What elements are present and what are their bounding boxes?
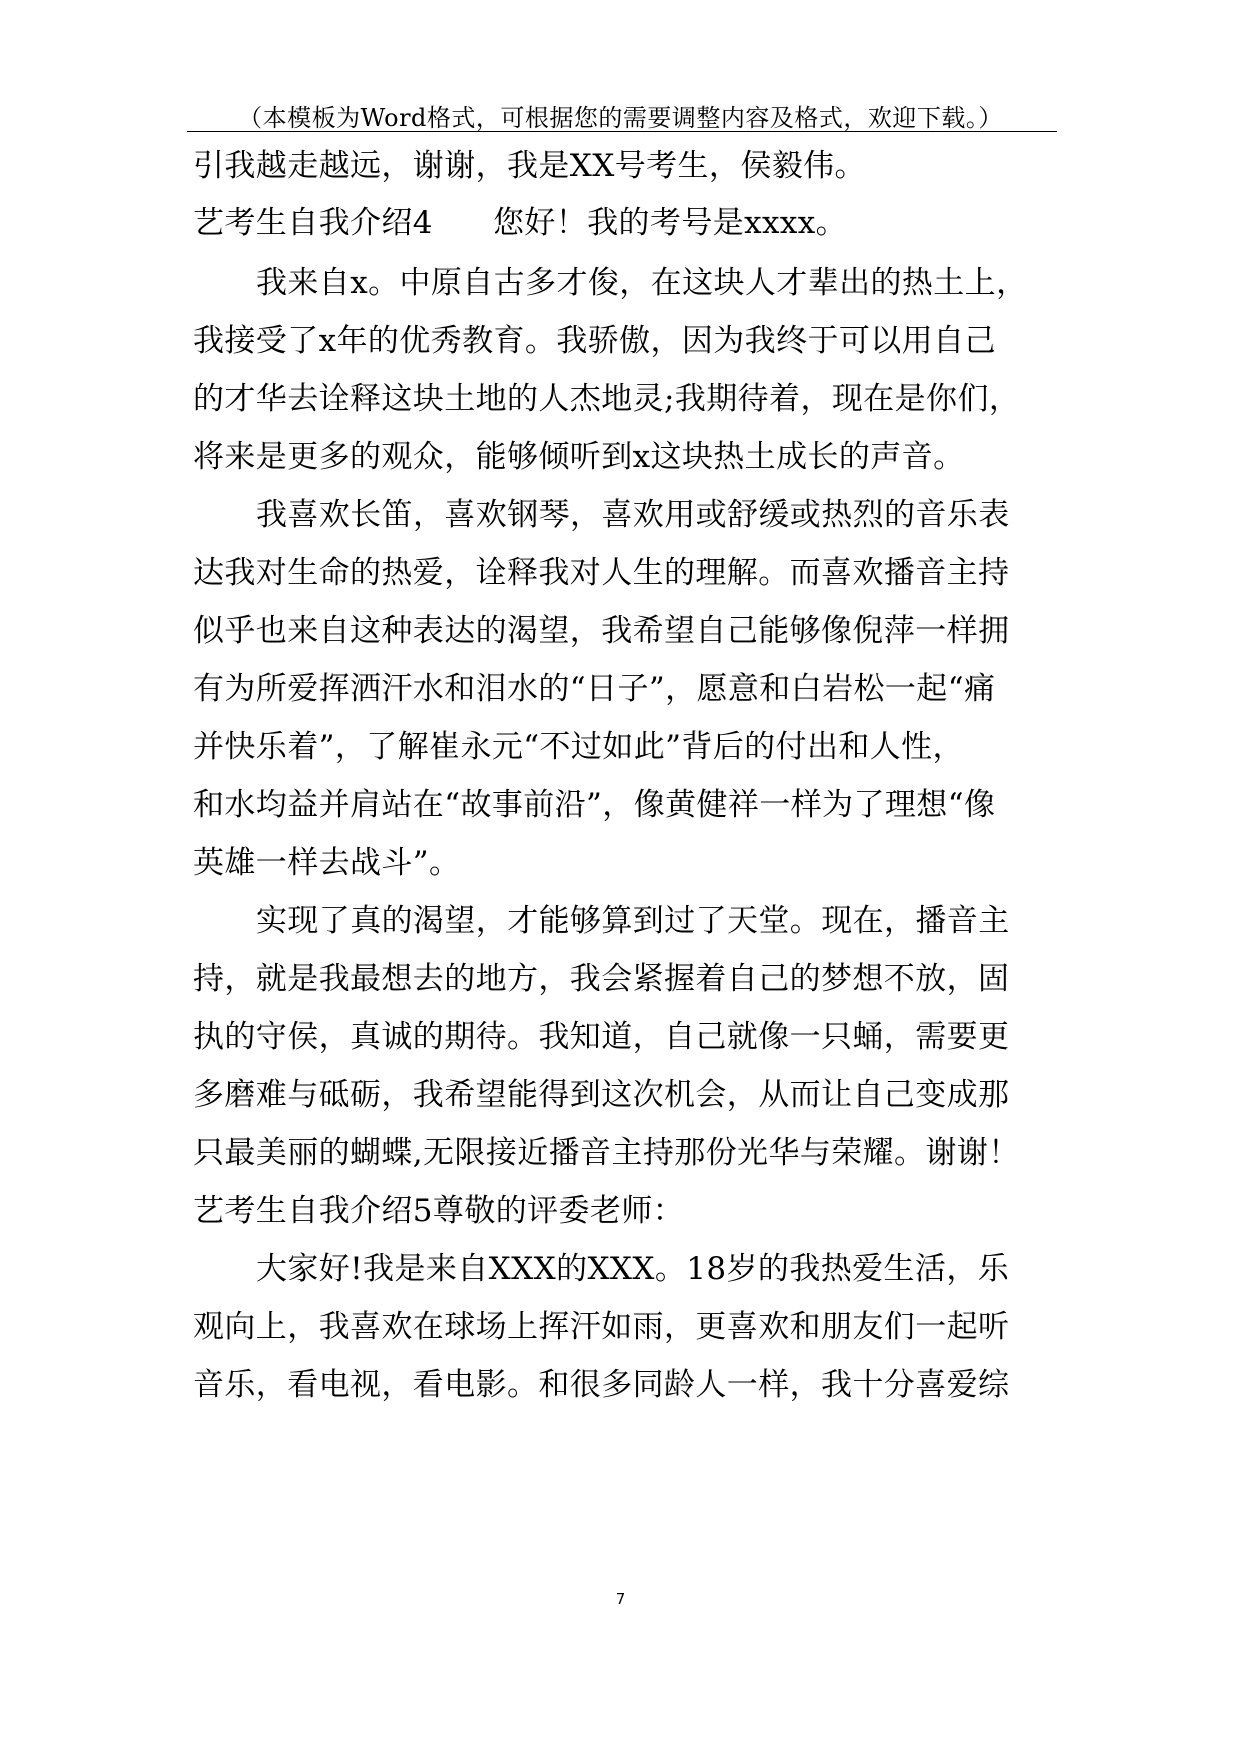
body-line: 和水均益并肩站在“故事前沿”，像黄健祥一样为了理想“像 <box>193 787 996 823</box>
body-line: 达我对生命的热爱，诠释我对人生的理解。而喜欢播音主持 <box>193 555 1010 591</box>
body-text: 您好！我的考号是xxxx。 <box>492 205 848 241</box>
body-line: 多磨难与砥砺，我希望能得到这次机会，从而让自己变成那 <box>193 1077 1010 1113</box>
body-line: 持，就是我最想去的地方，我会紧握着自己的梦想不放，固 <box>193 961 1010 997</box>
body-line: 我来自x。中原自古多才俊，在这块人才辈出的热土上， <box>256 265 1028 301</box>
body-line: 大家好!我是来自XXX的XXX。18岁的我热爱生活，乐 <box>256 1251 1010 1287</box>
body-line: 有为所爱挥洒汗水和泪水的“日子”，愿意和白岩松一起“痛 <box>193 671 996 707</box>
header-note: （本模板为Word格式，可根据您的需要调整内容及格式，欢迎下载。） <box>238 104 1003 132</box>
section-heading: 艺考生自我介绍4 <box>193 205 433 241</box>
body-line: 只最美丽的蝴蝶,无限接近播音主持那份光华与荣耀。谢谢！ <box>193 1135 1020 1171</box>
body-line: 英雄一样去战斗”。 <box>193 845 461 881</box>
body-line: 我喜欢长笛，喜欢钢琴，喜欢用或舒缓或热烈的音乐表 <box>256 497 1010 533</box>
body-line: 的才华去诠释这块土地的人杰地灵;我期待着，现在是你们， <box>193 381 1021 417</box>
body-line: 并快乐着”，了解崔永元“不过如此”背后的付出和人性， <box>193 729 964 765</box>
body-line: 似乎也来自这种表达的渴望，我希望自己能够像倪萍一样拥 <box>193 613 1010 649</box>
body-line: 我接受了x年的优秀教育。我骄傲，因为我终于可以用自己 <box>193 323 996 359</box>
header-divider <box>187 131 1057 132</box>
body-line: 引我越走越远，谢谢，我是XX号考生，侯毅伟。 <box>193 148 866 184</box>
body-line: 执的守侯，真诚的期待。我知道，自己就像一只蛹，需要更 <box>193 1019 1010 1055</box>
section-heading: 艺考生自我介绍5尊敬的评委老师： <box>193 1193 685 1229</box>
body-line: 音乐，看电视，看电影。和很多同龄人一样，我十分喜爱综 <box>193 1367 1010 1403</box>
page-number: 7 <box>615 1590 626 1608</box>
body-line: 观向上，我喜欢在球场上挥汗如雨，更喜欢和朋友们一起听 <box>193 1309 1010 1345</box>
body-line <box>193 203 847 243</box>
body-line: 将来是更多的观众，能够倾听到x这块热土成长的声音。 <box>193 439 965 475</box>
body-line: 实现了真的渴望，才能够算到过了天堂。现在，播音主 <box>256 903 1010 939</box>
